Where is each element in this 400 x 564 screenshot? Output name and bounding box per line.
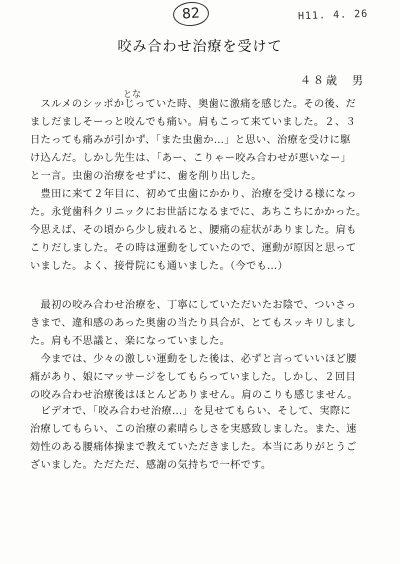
text-line: ざいました。ただただ、感謝の気持ちで一杯です。 <box>30 460 272 471</box>
text-line: の咬み合わせ治療後はほとんどありません。肩のこりも感じません。 <box>30 390 358 401</box>
page-number-circle: 82 <box>172 1 210 27</box>
paragraph-2 <box>30 297 375 405</box>
text-line: 今までは、少々の激しい運動をした後は、必ずと言っていいほど腰 <box>30 354 357 365</box>
text-line: た。永覚歯科クリニックにお世話になるまでに、あちこちにかかった。 <box>30 207 367 218</box>
text-line: 治療してもらい、この治療の素晴らしさを実感致しました。また、速 <box>30 424 357 435</box>
text-line: 今思えば、その頃から少し疲れると、腰痛の症状がありました。肩も <box>30 225 357 236</box>
text-line: こりだしました。その時は運動をしていたので、運動が原因と思って <box>30 243 357 254</box>
paragraph-3 <box>30 403 375 475</box>
text-line: と一言。虫歯の治療をせずに、歯を削り出した。 <box>30 171 262 182</box>
text-line: ましだましそーっと咬んでも痛い。肩もこって来ていました。２、３ <box>30 117 357 128</box>
text-line: ビデオで、「咬み合わせ治療…」を見せてもらい、そして、実際に <box>30 406 351 417</box>
handwritten-date: H11. 4. 26 <box>297 8 369 23</box>
text-line: 豊田に来て２年目に、初めて虫歯にかかり、治療を受ける様になっ <box>30 189 357 200</box>
paragraph-1 <box>30 96 375 276</box>
document-title: 咬み合わせ治療を受けて <box>117 39 283 55</box>
text-line: スルメのシッポかじっていた時、奥歯に激痛を感じた。その後、だ <box>30 99 357 110</box>
text-line: け込んだ。しかし先生は、「あー、こりゃー咬み合わせが悪いなー」 <box>30 153 352 164</box>
text-line: いました。よく、接骨院にも通いました。（今でも…） <box>30 261 289 272</box>
text-line: 痛があり、娘にマッサージをしてもらっていました。しかし、２回目 <box>30 372 357 383</box>
text-line: 日たっても痛みが引かず、「また虫歯か…」と思い、治療を受けに駆 <box>30 135 351 146</box>
text-line: 効性のある腰痛体操まで教えていただきました。本当にありがとうご <box>30 442 357 453</box>
author-info: ４８歳 男 <box>300 74 365 87</box>
text-line: た。肩も不思議と、楽になっていました。 <box>30 336 231 347</box>
handwritten-annotation: とな <box>123 90 142 100</box>
text-line: 最初の咬み合わせ治療を、丁寧にしていただいたお陰で、ついさっ <box>30 300 357 311</box>
text-line: きまで、違和感のあった奥歯の当たり具合が、とてもスッキリしまし <box>30 318 357 329</box>
